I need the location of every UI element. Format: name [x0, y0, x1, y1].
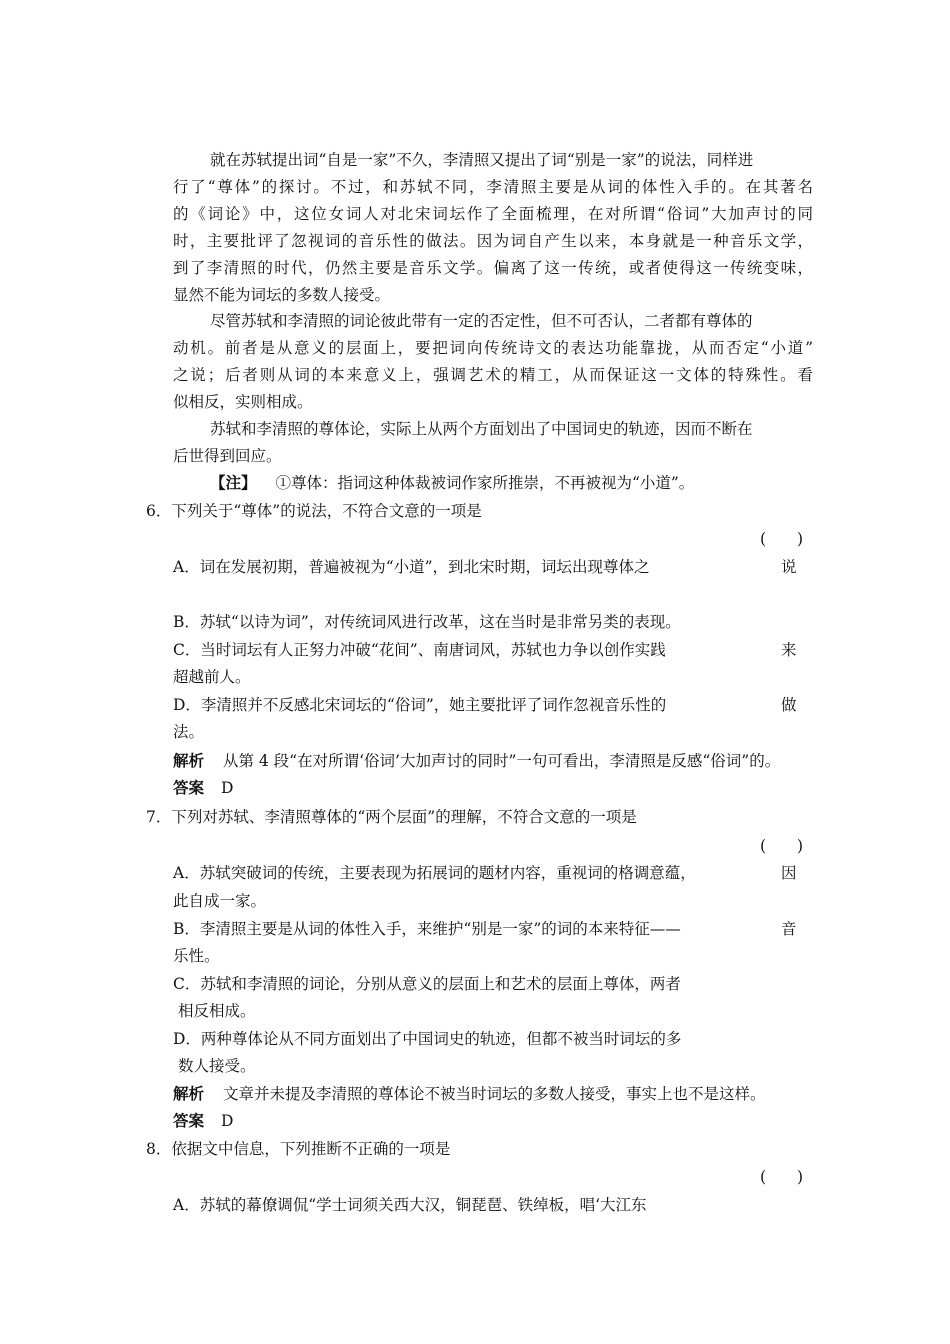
analysis-text: 从第 4 段“在对所谓‘俗词’大加声讨的同时”一句可看出，李清照是反感“俗词”的。 [222, 752, 781, 770]
question-8-stem: 8．依据文中信息，下列推断不正确的一项是 [146, 1140, 451, 1158]
option-c-tail: 来 [781, 641, 797, 659]
option-c-cont: 超越前人。 [173, 668, 251, 686]
footnote [210, 473, 694, 493]
option-d: D．两种尊体论从不同方面划出了中国词史的轨迹，但都不被当时词坛的多 [173, 1030, 682, 1048]
passage-line: 苏轼和李清照的尊体论，实际上从两个方面划出了中国词史的轨迹，因而不断在 [210, 420, 753, 438]
option-c-cont: 相反相成。 [178, 1002, 256, 1020]
passage-line: 行了“尊体”的探讨。不过，和苏轼不同，李清照主要是从词的体性入手的。在其著名 [173, 178, 813, 196]
option-b: B．李清照主要是从词的体性入手，来维护“别是一家”的词的本来特征—— [173, 920, 681, 938]
option-a-cont: 此自成一家。 [173, 892, 267, 910]
passage-line: 显然不能为词坛的多数人接受。 [173, 286, 391, 304]
option-a-tail: 因 [781, 864, 797, 882]
footnote-text: ①尊体：指词这种体裁被词作家所推崇，不再被视为“小道”。 [275, 474, 695, 492]
question-7-stem: 7．下列对苏轼、李清照尊体的“两个层面”的理解，不符合文意的一项是 [146, 808, 637, 826]
answer-blank: ( ) [760, 1168, 804, 1186]
analysis-label: 解析 [173, 1084, 205, 1103]
passage-line: 后世得到回应。 [173, 447, 282, 465]
option-c: C．苏轼和李清照的词论，分别从意义的层面上和艺术的层面上尊体，两者 [173, 975, 681, 993]
analysis [173, 751, 780, 771]
answer-value: D [220, 779, 234, 797]
passage-line: 似相反，实则相成。 [173, 393, 313, 411]
option-d: D．李清照并不反感北宋词坛的“俗词”，她主要批评了词作忽视音乐性的 [173, 696, 667, 714]
option-c: C．当时词坛有人正努力冲破“花间”、南唐词风，苏轼也力争以创作实践 [173, 641, 666, 659]
footnote-label: 【注】 [210, 473, 257, 492]
passage-line: 的《词论》中，这位女词人对北宋词坛作了全面梳理，在对所谓“俗词”大加声讨的同 [173, 205, 813, 223]
answer [173, 1111, 233, 1131]
option-d-cont: 数人接受。 [178, 1057, 256, 1075]
passage-line: 时，主要批评了忽视词的音乐性的做法。因为词自产生以来，本身就是一种音乐文学， [173, 232, 813, 250]
option-b: B．苏轼“以诗为词”，对传统词风进行改革，这在当时是非常另类的表现。 [173, 613, 681, 631]
answer-value: D [220, 1112, 234, 1130]
option-b-cont: 乐性。 [173, 947, 220, 965]
passage-line: 之说；后者则从词的本来意义上，强调艺术的精工，从而保证这一文体的特殊性。看 [173, 366, 813, 384]
analysis-text: 文章并未提及李清照的尊体论不被当时词坛的多数人接受，事实上也不是这样。 [222, 1085, 766, 1103]
option-d-cont: 法。 [173, 723, 205, 741]
passage-line: 到了李清照的时代，仍然主要是音乐文学。偏离了这一传统，或者使得这一传统变味， [173, 259, 813, 277]
option-a: A．词在发展初期，普遍被视为“小道”，到北宋时期，词坛出现尊体之 [173, 558, 650, 576]
passage-line: 尽管苏轼和李清照的词论彼此带有一定的否定性，但不可否认，二者都有尊体的 [210, 312, 753, 330]
option-a: A．苏轼的幕僚调侃“学士词须关西大汉，铜琵琶、铁绰板，唱‘大江东 [173, 1196, 647, 1214]
option-a: A．苏轼突破词的传统，主要表现为拓展词的题材内容，重视词的格调意蕴， [173, 864, 696, 882]
question-6-stem: 6．下列关于“尊体”的说法，不符合文意的一项是 [146, 502, 482, 520]
answer-label: 答案 [173, 1111, 205, 1130]
answer [173, 778, 233, 798]
passage-line: 就在苏轼提出词“自是一家”不久，李清照又提出了词“别是一家”的说法，同样进 [210, 151, 754, 169]
answer-label: 答案 [173, 778, 205, 797]
answer-blank: ( ) [760, 837, 804, 855]
option-d-tail: 做 [781, 696, 797, 714]
analysis-label: 解析 [173, 751, 205, 770]
option-a-tail: 说 [781, 558, 797, 576]
option-b-tail: 音 [781, 920, 797, 938]
analysis [173, 1084, 765, 1104]
passage-line: 动机。前者是从意义的层面上，要把词向传统诗文的表达功能靠拢，从而否定“小道” [173, 339, 813, 357]
answer-blank: ( ) [760, 530, 804, 548]
